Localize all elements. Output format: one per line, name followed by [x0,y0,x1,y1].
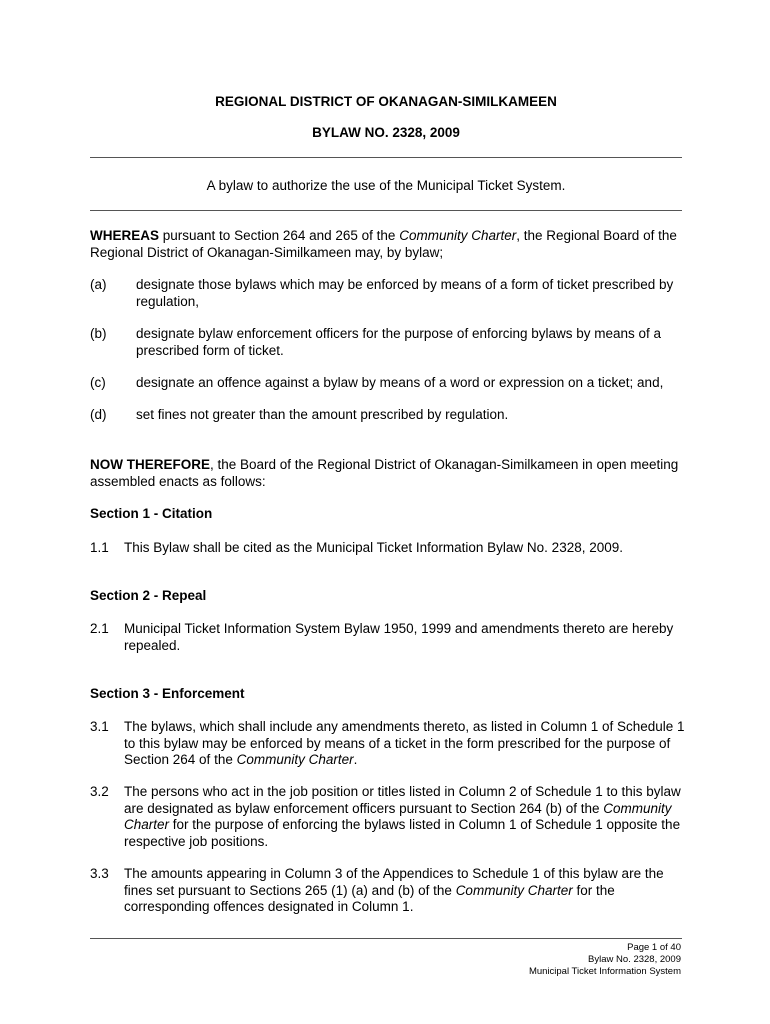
district-title: REGIONAL DISTRICT OF OKANAGAN-SIMILKAMEEN [215,94,557,109]
section-2-1 [90,621,686,655]
now-therefore-text: , the Board of the Regional District of Okanagan-Similkameen in open meeting assembled enacts as follows: [90,457,679,489]
section-text: This Bylaw shall be cited as the Municipal Ticket Information Bylaw No. 2328, 2009. [124,540,623,555]
section-text-body: The amounts appearing in Column 3 of the Appendices to Schedule 1 of this bylaw are the fines set pursuant to Sections 265 (1) (a) and (b) of the [124,866,664,898]
section-1-heading: Section 1 - Citation [90,506,213,521]
clause-d [90,407,686,424]
bylaw-purpose: A bylaw to authorize the use of the Municipal Ticket System. [206,178,566,193]
section-text [124,866,686,916]
footer-divider [90,938,682,939]
section-number: 1.1 [90,540,109,555]
clause-label: (a) [90,277,107,292]
section-text-body: The bylaws, which shall include any amendments thereto, as listed in Column 1 of Schedule 1 to this bylaw may be enforced by means of a ticket in the form prescribed for the purpose of Section 264 of the [124,719,685,767]
clause-text: designate an offence against a bylaw by means of a word or expression on a ticket; and, [136,375,664,390]
section-3-1 [90,719,686,770]
clause-a [90,277,686,311]
now-therefore-paragraph [90,457,686,490]
section-text-end: for the corresponding offences designated in Column 1. [124,882,615,914]
bylaw-number: BYLAW NO. 2328, 2009 [312,125,460,140]
footer-bylaw: Bylaw No. 2328, 2009 [588,954,681,965]
whereas-paragraph [90,228,686,261]
section-3-2 [90,784,686,852]
clause-label: (d) [90,407,107,422]
section-number: 3.3 [90,866,109,881]
whereas-lead: WHEREAS [90,228,160,243]
section-3-3 [90,866,686,917]
clause-text: set fines not greater than the amount prescribed by regulation. [136,407,509,422]
section-text [124,784,686,850]
page-number: Page 1 of 40 [627,942,681,953]
whereas-text-2: , the Regional Board of the Regional District of Okanagan-Similkameen may, by bylaw; [90,228,677,260]
section-1-1 [90,540,686,557]
section-text: Municipal Ticket Information System Bylaw 1950, 1999 and amendments thereto are hereby repealed. [124,621,674,653]
page-footer [529,942,681,978]
clause-c [90,375,686,392]
clause-b [90,326,686,360]
section-text-end: . [353,752,358,767]
footer-system: Municipal Ticket Information System [528,966,681,977]
clause-label: (c) [90,375,106,390]
charter-reference: Community Charter [455,882,573,898]
section-number: 3.1 [90,719,109,734]
section-text [124,719,686,769]
whereas-charter: Community Charter [399,228,517,243]
section-text-end: for the purpose of enforcing the bylaws listed in Column 1 of Schedule 1 opposite the respective job positions. [124,817,681,849]
divider-top [90,157,682,158]
section-text-body: The persons who act in the job position or titles listed in Column 2 of Schedule 1 to this bylaw are designated as bylaw enforcement officers pursuant to Section 264 (b) of the [124,784,681,816]
charter-reference: Community Charter [124,800,672,832]
clause-text: designate bylaw enforcement officers for the purpose of enforcing bylaws by means of a prescribed form of ticket. [136,326,662,358]
section-number: 3.2 [90,784,109,799]
section-2-heading: Section 2 - Repeal [90,588,207,603]
whereas-text-1: pursuant to Section 264 and 265 of the [159,228,400,243]
clause-label: (b) [90,326,107,341]
charter-reference: Community Charter [236,752,354,767]
now-therefore-lead: NOW THEREFORE [90,457,210,472]
clause-text: designate those bylaws which may be enforced by means of a form of ticket prescribed by regulation, [136,277,674,309]
section-number: 2.1 [90,621,109,636]
divider-bottom [90,210,682,211]
section-3-heading: Section 3 - Enforcement [90,686,245,701]
